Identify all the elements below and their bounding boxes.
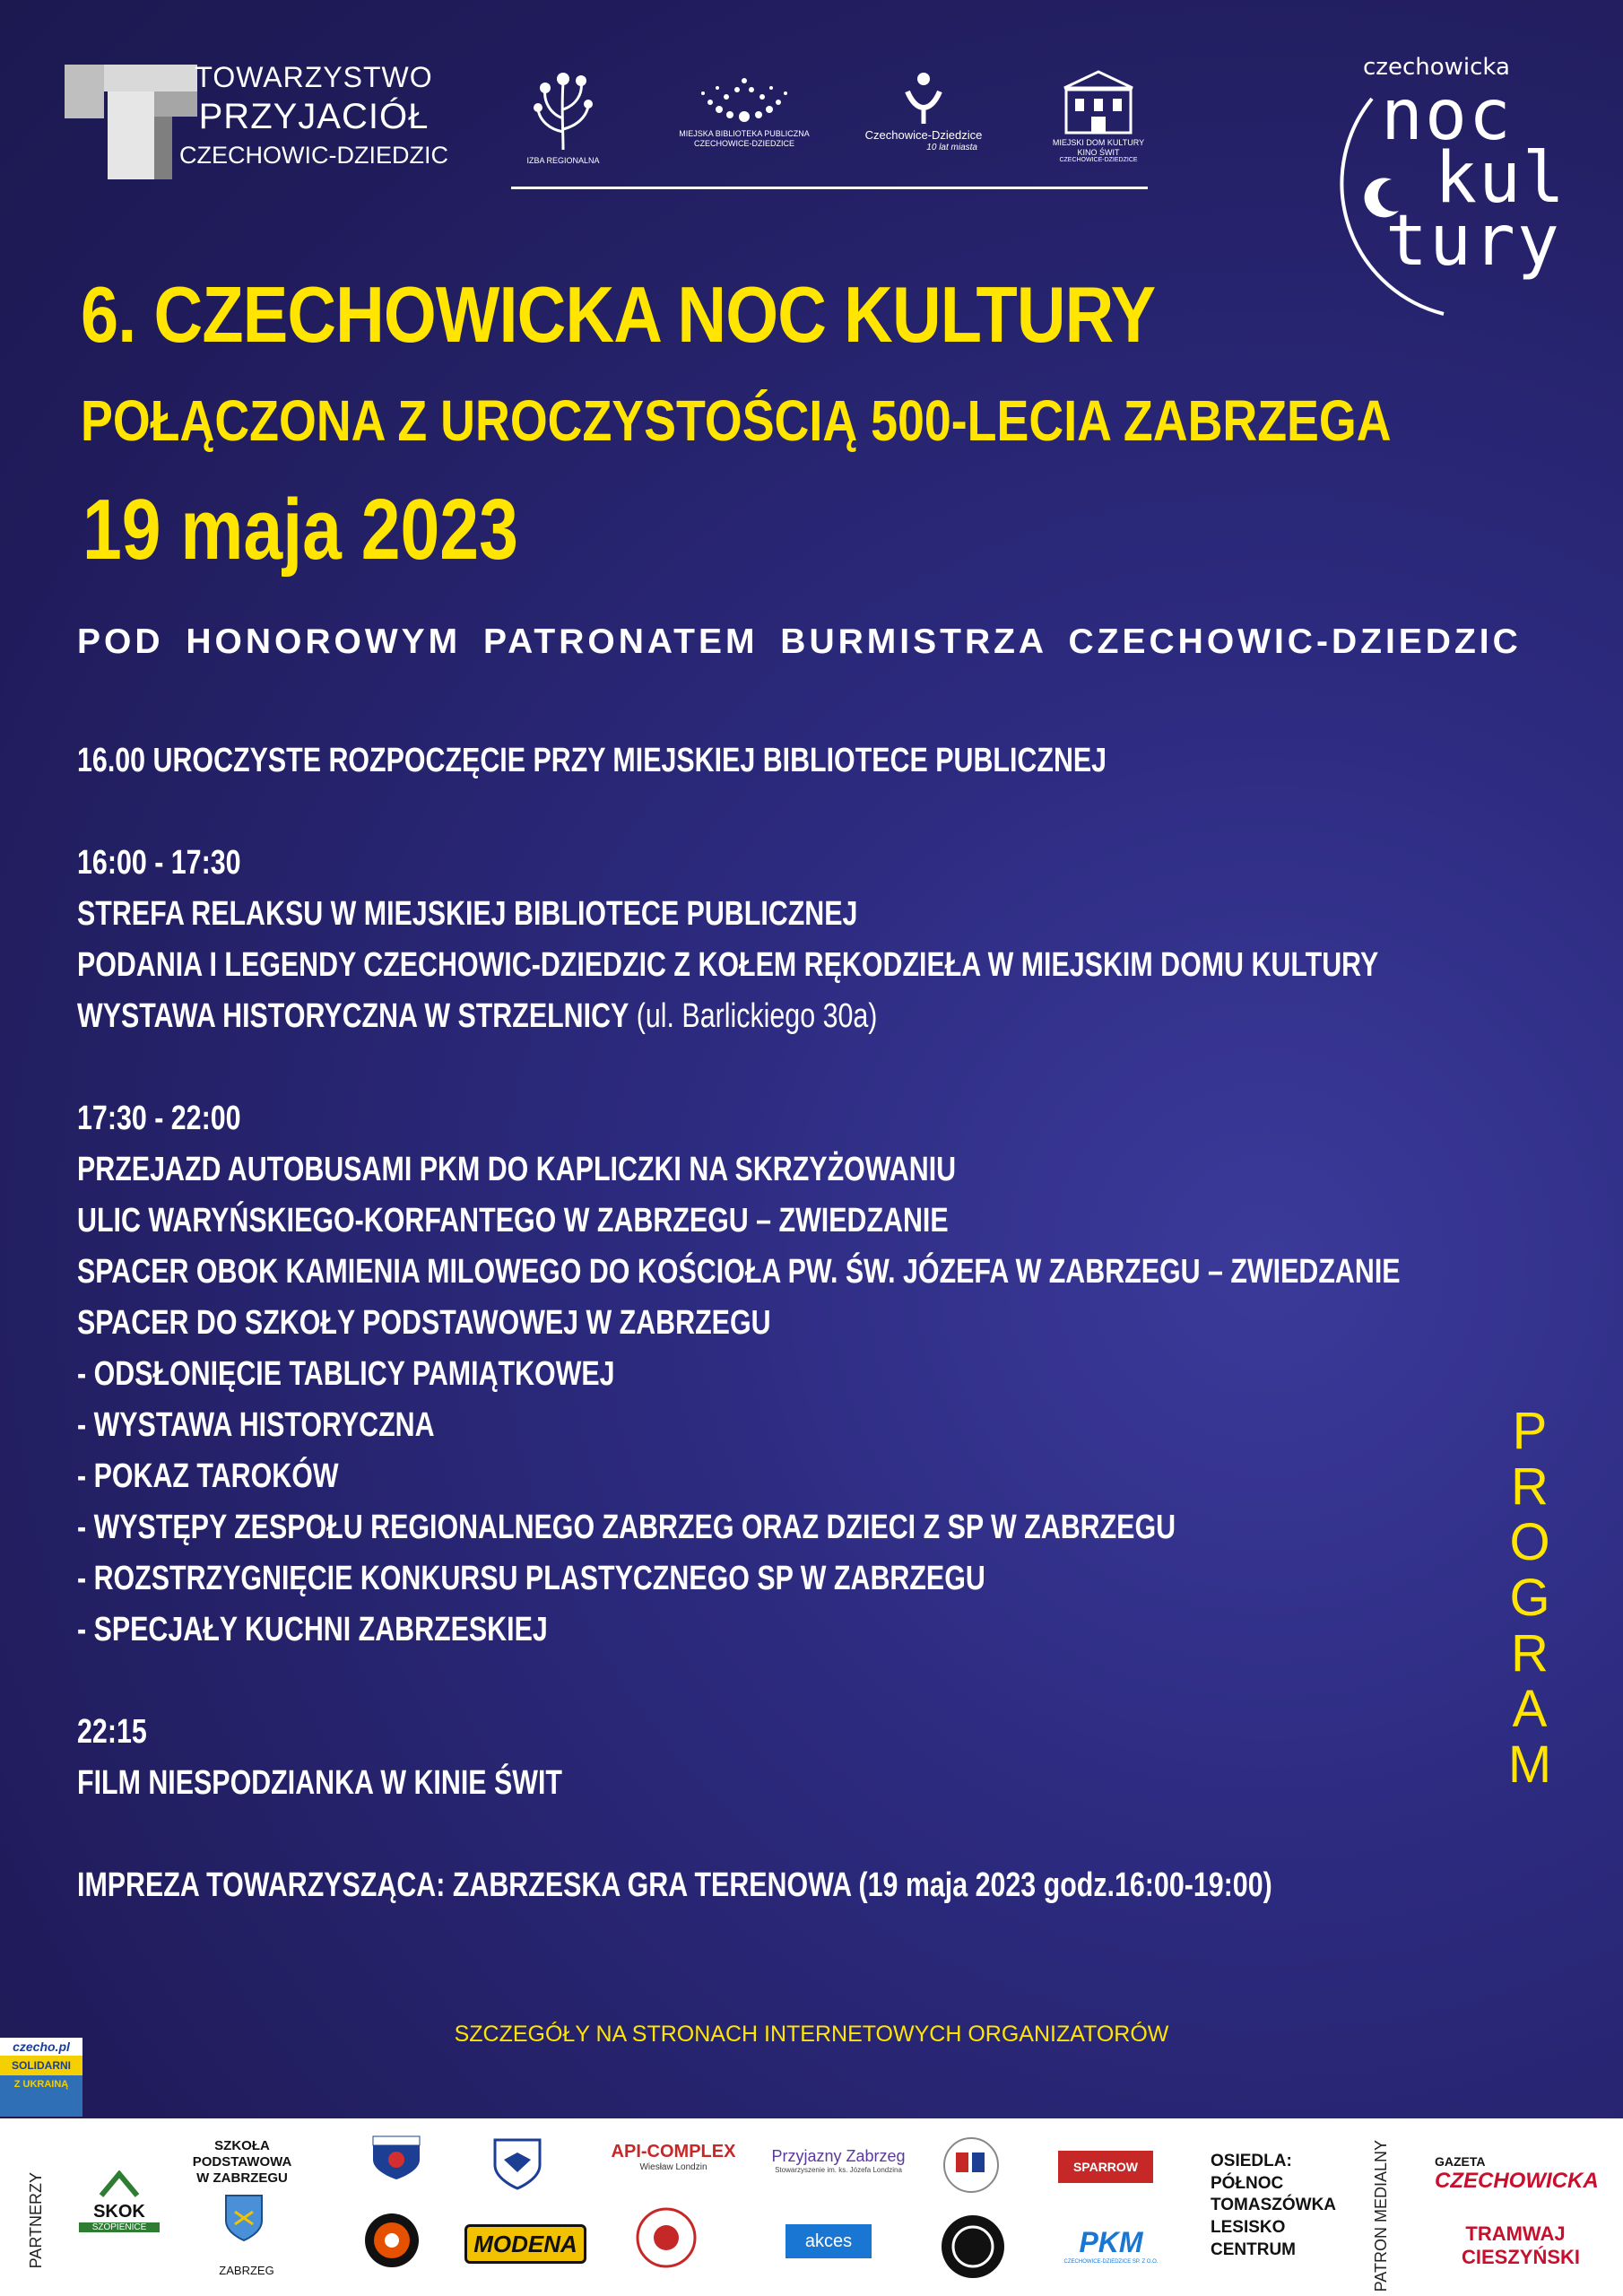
gazeta-line1: GAZETA — [1435, 2154, 1486, 2169]
program-list — [77, 735, 1401, 1911]
block2-subitem: - ROZSTRZYGNIĘCIE KONKURSU PLASTYCZNEGO SP W ZABRZEGU — [77, 1560, 985, 1597]
przyjazny-zabrzeg-logo — [771, 2147, 906, 2174]
miasto-line2: 10 lat miasta — [926, 142, 977, 152]
block2-subitem: - ODSŁONIĘCIE TABLICY PAMIĄTKOWEJ — [77, 1355, 615, 1393]
eagle-shield-icon — [491, 2136, 543, 2190]
skok-logo — [79, 2170, 160, 2232]
block3-item: FILM NIESPODZIANKA W KINIE ŚWIT — [77, 1764, 562, 1802]
program-vertical-label — [1503, 1404, 1557, 1793]
tp-line1: TOWARZYSTWO — [195, 61, 433, 93]
sp-zabrzeg — [170, 2138, 314, 2187]
biblioteka-line2: CZECHOWICE-DZIEDZICE — [694, 138, 794, 148]
block1-item — [77, 991, 1401, 1042]
przyjazny-name: Przyjazny Zabrzeg — [771, 2147, 906, 2165]
towarzystwo-name — [179, 63, 448, 168]
biblioteka-line1: MIEJSKA BIBLIOTEKA PUBLICZNA — [679, 129, 810, 139]
block2-subitem: - WYSTAWA HISTORYCZNA — [77, 1406, 435, 1444]
miasto-line1: Czechowice-Dziedzice — [864, 127, 983, 142]
osiedle-item: PÓŁNOC — [1211, 2173, 1284, 2193]
tarok-cards-icon — [940, 2136, 1002, 2194]
tramwaj-line2: CIESZYŃSKI — [1462, 2246, 1581, 2268]
sp-line2: W ZABRZEGU — [196, 2170, 288, 2186]
block2-subitem: - WYSTĘPY ZESPOŁU REGIONALNEGO ZABRZEG ORAZ DZIECI Z SP W ZABRZEGU — [77, 1509, 1176, 1546]
api-sub: Wiesław Londzin — [639, 2162, 707, 2172]
skok-sub: SZOPIENICE — [79, 2222, 160, 2232]
program-letter: G — [1509, 1569, 1550, 1627]
tp-line3: CZECHOWIC-DZIEDZIC — [179, 142, 448, 169]
mdk-building-icon — [1055, 66, 1141, 136]
block1-item: STREFA RELAKSU W MIEJSKIEJ BIBLIOTECE PUBLICZNEJ — [77, 895, 858, 933]
block2-subitem: - POKAZ TAROKÓW — [77, 1457, 339, 1495]
biblioteka-sun-icon — [690, 72, 798, 127]
towarzystwo-logo-icon — [65, 65, 197, 179]
api-name: API-COMPLEX — [611, 2142, 736, 2161]
sp-line1: SZKOŁA PODSTAWOWA — [192, 2138, 292, 2170]
ks-sokol-badge-icon — [363, 2212, 421, 2269]
program-letter: A — [1512, 1680, 1548, 1738]
osiedla-list — [1211, 2151, 1336, 2261]
api-complex-logo — [606, 2142, 741, 2172]
pkm-sub: CZECHOWICE-DZIEDZICE SP. Z O.O. — [1063, 2259, 1159, 2265]
osiedle-item: TOMASZÓWKA — [1211, 2196, 1337, 2215]
block2-subitem: - SPECJAŁY KUCHNI ZABRZESKIEJ — [77, 1611, 548, 1648]
izba-label: IZBA REGIONALNA — [526, 156, 600, 166]
sparrow-logo: SPARROW — [1058, 2151, 1153, 2183]
tramwaj-cieszynski-logo — [1462, 2222, 1581, 2269]
modena-logo: MODENA — [464, 2224, 586, 2264]
solidarni-line1: czecho.pl — [0, 2038, 82, 2056]
skok-name: SKOK — [93, 2202, 145, 2222]
mdk-line1: MIEJSKI DOM KULTURY — [1052, 138, 1145, 148]
miasto-logo — [852, 70, 995, 152]
block1-item-text: WYSTAWA HISTORYCZNA W STRZELNICY — [77, 997, 629, 1035]
pkm-name: PKM — [1079, 2226, 1143, 2258]
zabrzeg-crest-icon — [224, 2194, 264, 2242]
subtitle: POŁĄCZONA Z UROCZYSTOŚCIĄ 500-LECIA ZABRZEGA — [81, 388, 1392, 453]
program-letter: R — [1511, 1457, 1549, 1516]
program-letter: P — [1512, 1402, 1548, 1460]
block2-item: PRZEJAZD AUTOBUSAMI PKM DO KAPLICZKI NA SKRZYŻOWANIU — [77, 1151, 957, 1188]
main-title: 6. CZECHOWICKA NOC KULTURY — [81, 270, 1156, 359]
skok-house-icon — [99, 2170, 140, 2197]
osiedla-heading: OSIEDLA: — [1211, 2152, 1292, 2170]
side-event: IMPREZA TOWARZYSZĄCA: ZABRZESKA GRA TERENOWA (19 maja 2023 godz.16:00-19:00) — [77, 1866, 1272, 1904]
globe-badge-icon — [940, 2213, 1006, 2280]
izba-plant-icon — [527, 65, 599, 154]
solidarni-line3: Z UKRAINĄ — [13, 2079, 69, 2090]
block2-time: 17:30 - 22:00 — [77, 1100, 241, 1137]
mdk-line2: KINO ŚWIT — [1077, 147, 1120, 157]
partners-strip — [0, 2118, 1623, 2296]
program-letter: O — [1509, 1513, 1550, 1571]
izba-regionalna-logo — [518, 65, 608, 166]
partners-label: PARTNERZY — [27, 2172, 45, 2269]
program-letter: M — [1507, 1735, 1552, 1794]
przyjazny-sub: Stowarzyszenie im. ks. Józefa Londzina — [775, 2166, 902, 2174]
event-date: 19 maja 2023 — [82, 482, 518, 578]
mdk-logo — [1040, 66, 1157, 164]
solidarni-badge — [0, 2038, 82, 2117]
noc-kultury-kul: kul — [1435, 138, 1567, 219]
block2-item: SPACER OBOK KAMIENIA MILOWEGO DO KOŚCIOŁA PW. ŚW. JÓZEFA W ZABRZEGU – ZWIEDZANIE — [77, 1253, 1401, 1291]
osiedle-item: LESISKO — [1211, 2218, 1286, 2238]
gazeta-line2: CZECHOWICKA — [1435, 2169, 1599, 2193]
tp-line2: PRZYJACIÓŁ — [198, 97, 430, 136]
tramwaj-line1: TRAMWAJ — [1465, 2222, 1566, 2245]
program-letter: R — [1511, 1624, 1549, 1683]
block3-time: 22:15 — [77, 1713, 147, 1751]
block1-item-address: (ul. Barlickiego 30a) — [629, 997, 878, 1035]
solidarni-line2: SOLIDARNI — [0, 2056, 82, 2075]
opening-line: 16.00 UROCZYSTE ROZPOCZĘCIE PRZY MIEJSKIEJ BIBLIOTECE PUBLICZNEJ — [77, 742, 1107, 779]
noc-kultury-tury: tury — [1385, 201, 1561, 282]
miasto-figure-icon — [897, 70, 950, 126]
mdk-line3: CZECHOWICE-DZIEDZICE — [1059, 157, 1138, 164]
akces-logo: akces — [785, 2224, 872, 2258]
gazeta-czechowicka-logo — [1435, 2154, 1599, 2194]
noc-kultury-noc: noc — [1381, 75, 1513, 156]
block1-item: PODANIA I LEGENDY CZECHOWIC-DZIEDZIC Z KOŁEM RĘKODZIEŁA W MIEJSKIM DOMU KULTURY — [77, 946, 1379, 984]
osp-badge-icon — [369, 2133, 423, 2181]
osiedle-item: CENTRUM — [1211, 2239, 1296, 2259]
pkm-logo — [1058, 2226, 1164, 2265]
noc-kultury-small: czechowicka — [1363, 54, 1510, 81]
patronage: POD HONOROWYM PATRONATEM BURMISTRZA CZECHOWIC-DZIEDZIC — [77, 622, 1522, 661]
block1-time: 16:00 - 17:30 — [77, 844, 241, 882]
block2-item: SPACER DO SZKOŁY PODSTAWOWEJ W ZABRZEGU — [77, 1304, 771, 1342]
block2-item: ULIC WARYŃSKIEGO-KORFANTEGO W ZABRZEGU – ZWIEDZANIE — [77, 1202, 949, 1239]
header-divider — [511, 187, 1148, 189]
zabrzeg-label: ZABRZEG — [219, 2264, 274, 2277]
details-note: SZCZEGÓŁY NA STRONACH INTERNETOWYCH ORGANIZATORÓW — [454, 2022, 1169, 2047]
biblioteka-logo — [668, 72, 820, 148]
wosp-circle-icon — [635, 2206, 698, 2269]
patron-medialny-label: PATRON MEDIALNY — [1372, 2140, 1390, 2292]
